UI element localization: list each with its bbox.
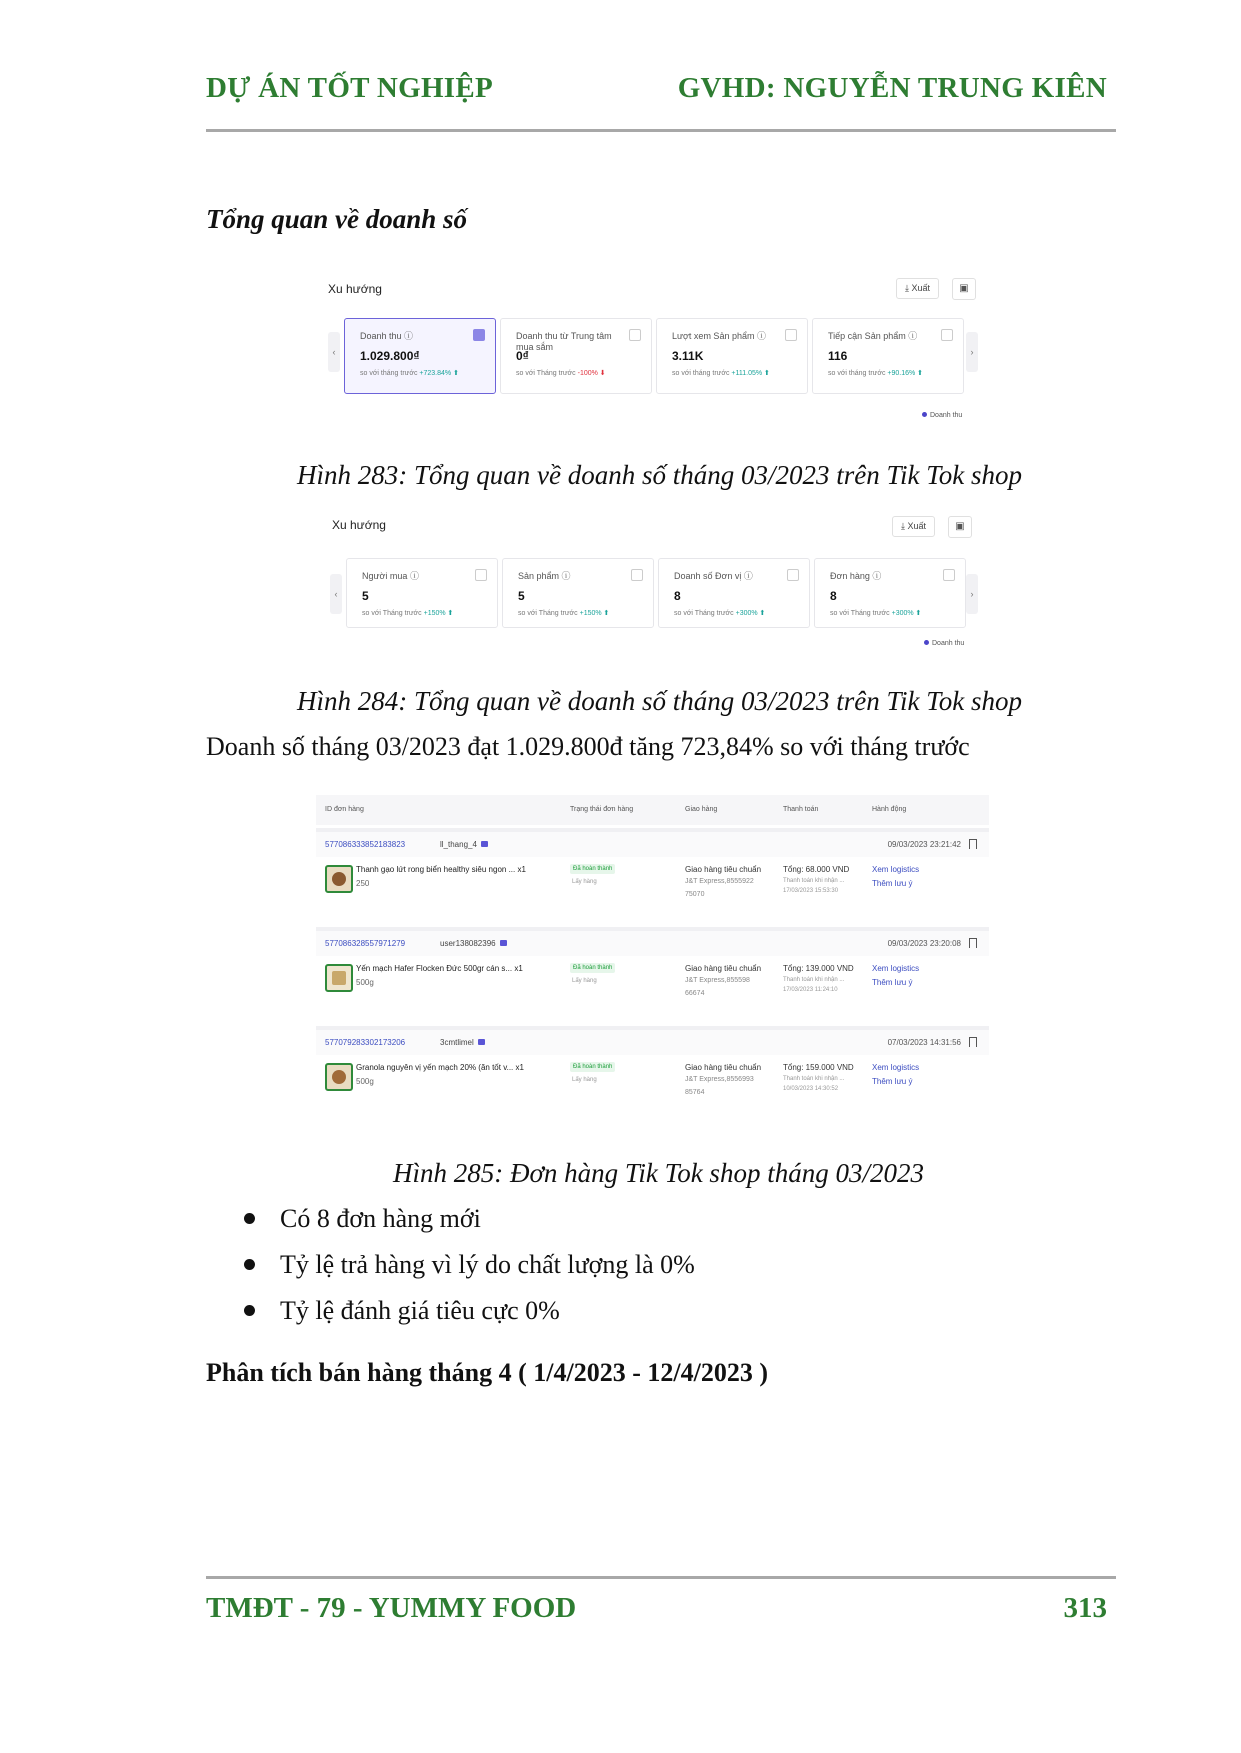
bookmark-icon[interactable] bbox=[969, 839, 977, 849]
product-variant: 250 bbox=[356, 879, 370, 888]
view-logistics-link[interactable]: Xem logistics bbox=[872, 865, 920, 874]
metric-value: 8 bbox=[674, 589, 681, 603]
table-row bbox=[316, 1026, 989, 1121]
metric-delta: +300% ⬆ bbox=[735, 610, 766, 617]
export-button[interactable]: ⤓ Xuất bbox=[896, 278, 939, 299]
footer-divider bbox=[206, 1576, 1116, 1579]
metric-label: Tiếp cận Sản phẩm ⓘ bbox=[828, 331, 918, 341]
col-payment: Thanh toán bbox=[783, 806, 819, 813]
metric-card-revenue[interactable] bbox=[344, 318, 496, 394]
order-header bbox=[316, 828, 989, 857]
bullet-dot-icon bbox=[244, 1213, 255, 1224]
product-variant: 500g bbox=[356, 978, 374, 987]
status-badge: Đã hoàn thành bbox=[570, 963, 615, 973]
footer-left-title: TMĐT - 79 - YUMMY FOOD bbox=[206, 1592, 577, 1624]
product-thumbnail bbox=[325, 865, 353, 893]
bookmark-icon[interactable] bbox=[969, 938, 977, 948]
figure-283-caption: Hình 283: Tổng quan về doanh số tháng 03/2023 trên Tik Tok shop bbox=[297, 460, 1023, 490]
chat-icon[interactable] bbox=[500, 940, 507, 946]
order-id-link[interactable]: 577086328557971279 bbox=[325, 939, 406, 948]
metric-card-unit-sales[interactable] bbox=[658, 558, 810, 628]
chat-icon[interactable] bbox=[481, 841, 488, 847]
calendar-icon[interactable]: ▣ bbox=[948, 516, 972, 538]
col-order-id: ID đơn hàng bbox=[325, 806, 364, 813]
metric-delta: +723.84% ⬆ bbox=[419, 370, 459, 377]
carrier: J&T Express,855598 bbox=[685, 977, 750, 984]
metric-compare: so với Tháng trước +300% ⬆ bbox=[830, 610, 922, 617]
metric-compare: so với Tháng trước -100% ⬇ bbox=[516, 370, 606, 377]
order-total: Tổng: 68.000 VND bbox=[783, 865, 850, 874]
metric-value: 1.029.800₫ bbox=[360, 349, 420, 363]
bookmark-icon[interactable] bbox=[969, 1037, 977, 1047]
orders-table bbox=[316, 795, 989, 1125]
view-logistics-link[interactable]: Xem logistics bbox=[872, 1063, 920, 1072]
calendar-icon[interactable]: ▣ bbox=[952, 278, 976, 300]
view-logistics-link[interactable]: Xem logistics bbox=[872, 964, 920, 973]
product-thumbnail bbox=[325, 964, 353, 992]
metric-label: Doanh thu ⓘ bbox=[360, 331, 414, 341]
metric-value: 5 bbox=[518, 589, 525, 603]
metric-value: 3.11K bbox=[672, 349, 704, 363]
chart-legend: Doanh thu bbox=[922, 412, 962, 419]
table-header bbox=[316, 795, 989, 825]
metric-card-orders[interactable] bbox=[814, 558, 966, 628]
product-name[interactable]: Granola nguyên vị yến mạch 20% (ăn tốt v... x1 bbox=[356, 1063, 524, 1072]
bullet-item: Tỷ lệ đánh giá tiêu cực 0% bbox=[280, 1296, 560, 1326]
metric-card-products[interactable] bbox=[502, 558, 654, 628]
metric-card-product-reach[interactable] bbox=[812, 318, 964, 394]
order-id-link[interactable]: 577079283302173206 bbox=[325, 1038, 406, 1047]
header-divider bbox=[206, 129, 1116, 132]
status-sub: Lấy hàng bbox=[572, 1077, 597, 1083]
carrier: J&T Express,8556993 bbox=[685, 1076, 754, 1083]
figure-283-screenshot bbox=[318, 272, 988, 427]
metric-label: Đơn hàng ⓘ bbox=[830, 571, 882, 581]
figure-284-screenshot bbox=[322, 508, 988, 656]
metric-value: 0₫ bbox=[516, 349, 529, 363]
order-date: 09/03/2023 23:21:42 bbox=[887, 840, 961, 849]
export-button[interactable]: ⤓ Xuất bbox=[892, 516, 935, 537]
metric-checkbox[interactable] bbox=[629, 329, 641, 341]
header-right-title: GVHD: NGUYỄN TRUNG KIÊN bbox=[677, 72, 1107, 104]
section-title: Tổng quan về doanh số bbox=[206, 204, 468, 234]
payment-method: Thanh toán khi nhận ... bbox=[783, 1076, 845, 1082]
add-note-link[interactable]: Thêm lưu ý bbox=[872, 1077, 913, 1086]
chart-legend: Doanh thu bbox=[924, 640, 964, 647]
metric-checkbox[interactable] bbox=[631, 569, 643, 581]
metric-label: Sản phẩm ⓘ bbox=[518, 571, 571, 581]
bullet-item: Tỷ lệ trả hàng vì lý do chất lượng là 0% bbox=[280, 1250, 695, 1280]
metric-compare: so với Tháng trước +150% ⬆ bbox=[362, 610, 454, 617]
order-date: 07/03/2023 14:31:56 bbox=[887, 1038, 961, 1047]
shipping-method: Giao hàng tiêu chuẩn bbox=[685, 865, 762, 874]
add-note-link[interactable]: Thêm lưu ý bbox=[872, 879, 913, 888]
add-note-link[interactable]: Thêm lưu ý bbox=[872, 978, 913, 987]
carrier: J&T Express,8555922 bbox=[685, 878, 754, 885]
order-id-link[interactable]: 577086333852183823 bbox=[325, 840, 406, 849]
metric-compare: so với tháng trước +90.16% ⬆ bbox=[828, 370, 924, 377]
legend-dot-icon bbox=[922, 412, 927, 417]
col-status: Trạng thái đơn hàng bbox=[570, 806, 634, 813]
col-action: Hành động bbox=[872, 806, 907, 813]
figure-284-caption: Hình 284: Tổng quan về doanh số tháng 03/2023 trên Tik Tok shop bbox=[297, 686, 1023, 716]
prev-arrow-icon[interactable]: ‹ bbox=[328, 332, 340, 372]
analysis-title: Phân tích bán hàng tháng 4 ( 1/4/2023 - 12/4/2023 ) bbox=[206, 1358, 768, 1387]
payment-date: 17/03/2023 11:24:10 bbox=[783, 987, 838, 993]
metric-delta: +111.05% ⬆ bbox=[731, 370, 770, 377]
status-badge: Đã hoàn thành bbox=[570, 864, 615, 874]
order-date: 09/03/2023 23:20:08 bbox=[887, 939, 961, 948]
order-header bbox=[316, 927, 989, 956]
chat-icon[interactable] bbox=[478, 1039, 485, 1045]
header-left-title: DỰ ÁN TỐT NGHIỆP bbox=[206, 72, 494, 104]
metric-label: Người mua ⓘ bbox=[362, 571, 419, 581]
status-badge: Đã hoàn thành bbox=[570, 1062, 615, 1072]
trend-title: Xu hướng bbox=[332, 518, 386, 532]
status-sub: Lấy hàng bbox=[572, 879, 597, 885]
payment-date: 17/03/2023 15:53:30 bbox=[783, 888, 839, 894]
status-sub: Lấy hàng bbox=[572, 978, 597, 984]
metric-value: 116 bbox=[828, 349, 848, 363]
metric-delta: +150% ⬆ bbox=[423, 610, 454, 617]
metric-checkbox[interactable] bbox=[943, 569, 955, 581]
metric-delta: +150% ⬆ bbox=[579, 610, 610, 617]
buyer-name: 3cmtlimel bbox=[440, 1038, 485, 1047]
next-arrow-icon[interactable]: › bbox=[966, 574, 978, 614]
legend-dot-icon bbox=[924, 640, 929, 645]
metric-checkbox[interactable] bbox=[941, 329, 953, 341]
metric-card-mall-revenue[interactable] bbox=[500, 318, 652, 394]
shipping-method: Giao hàng tiêu chuẩn bbox=[685, 1063, 762, 1072]
metric-label: Doanh số Đơn vị ⓘ bbox=[674, 571, 753, 581]
metric-delta: +300% ⬆ bbox=[891, 610, 922, 617]
metric-checkbox[interactable] bbox=[787, 569, 799, 581]
payment-method: Thanh toán khi nhận ... bbox=[783, 878, 845, 884]
metric-compare: so với Tháng trước +300% ⬆ bbox=[674, 610, 766, 617]
next-arrow-icon[interactable]: › bbox=[966, 332, 978, 372]
col-shipping: Giao hàng bbox=[685, 806, 718, 813]
tracking: 66674 bbox=[685, 990, 705, 997]
buyer-name: ll_thang_4 bbox=[440, 840, 488, 849]
metric-card-buyers[interactable] bbox=[346, 558, 498, 628]
product-name[interactable]: Thanh gạo lứt rong biển healthy siêu ngon ... x1 bbox=[356, 865, 526, 874]
bullet-dot-icon bbox=[244, 1305, 255, 1316]
metric-compare: so với Tháng trước +150% ⬆ bbox=[518, 610, 610, 617]
order-total: Tổng: 159.000 VND bbox=[783, 1063, 854, 1072]
table-row bbox=[316, 828, 989, 923]
metric-card-product-views[interactable] bbox=[656, 318, 808, 394]
trend-title: Xu hướng bbox=[328, 282, 382, 296]
shipping-method: Giao hàng tiêu chuẩn bbox=[685, 964, 762, 973]
metric-checkbox[interactable] bbox=[473, 329, 485, 341]
metric-checkbox[interactable] bbox=[785, 329, 797, 341]
payment-date: 10/03/2023 14:30:52 bbox=[783, 1086, 839, 1092]
prev-arrow-icon[interactable]: ‹ bbox=[330, 574, 342, 614]
tracking: 85764 bbox=[685, 1089, 705, 1096]
figure-285-caption: Hình 285: Đơn hàng Tik Tok shop tháng 03/2023 bbox=[393, 1158, 924, 1188]
metric-checkbox[interactable] bbox=[475, 569, 487, 581]
metric-value: 8 bbox=[830, 589, 837, 603]
summary-paragraph: Doanh số tháng 03/2023 đạt 1.029.800đ tăng 723,84% so với tháng trước bbox=[206, 732, 970, 761]
buyer-name: user138082396 bbox=[440, 939, 507, 948]
order-header bbox=[316, 1026, 989, 1055]
metric-compare: so với tháng trước +723.84% ⬆ bbox=[360, 370, 459, 377]
metric-delta: -100% ⬇ bbox=[577, 370, 606, 377]
product-thumbnail bbox=[325, 1063, 353, 1091]
metric-label: Lượt xem Sản phẩm ⓘ bbox=[672, 331, 766, 341]
payment-method: Thanh toán khi nhận ... bbox=[783, 977, 845, 983]
tracking: 75070 bbox=[685, 891, 705, 898]
bullet-item: Có 8 đơn hàng mới bbox=[280, 1204, 481, 1234]
metric-delta: +90.16% ⬆ bbox=[887, 370, 924, 377]
order-total: Tổng: 139.000 VND bbox=[783, 964, 854, 973]
metric-label: Doanh thu từ Trung tâm mua sắm bbox=[516, 331, 612, 352]
page-number: 313 bbox=[1063, 1592, 1107, 1624]
product-variant: 500g bbox=[356, 1077, 374, 1086]
table-row bbox=[316, 927, 989, 1022]
bullet-dot-icon bbox=[244, 1259, 255, 1270]
product-name[interactable]: Yến mạch Hafer Flocken Đức 500gr cán s... x1 bbox=[356, 964, 523, 973]
metric-value: 5 bbox=[362, 589, 369, 603]
metric-compare: so với tháng trước +111.05% ⬆ bbox=[672, 370, 770, 377]
